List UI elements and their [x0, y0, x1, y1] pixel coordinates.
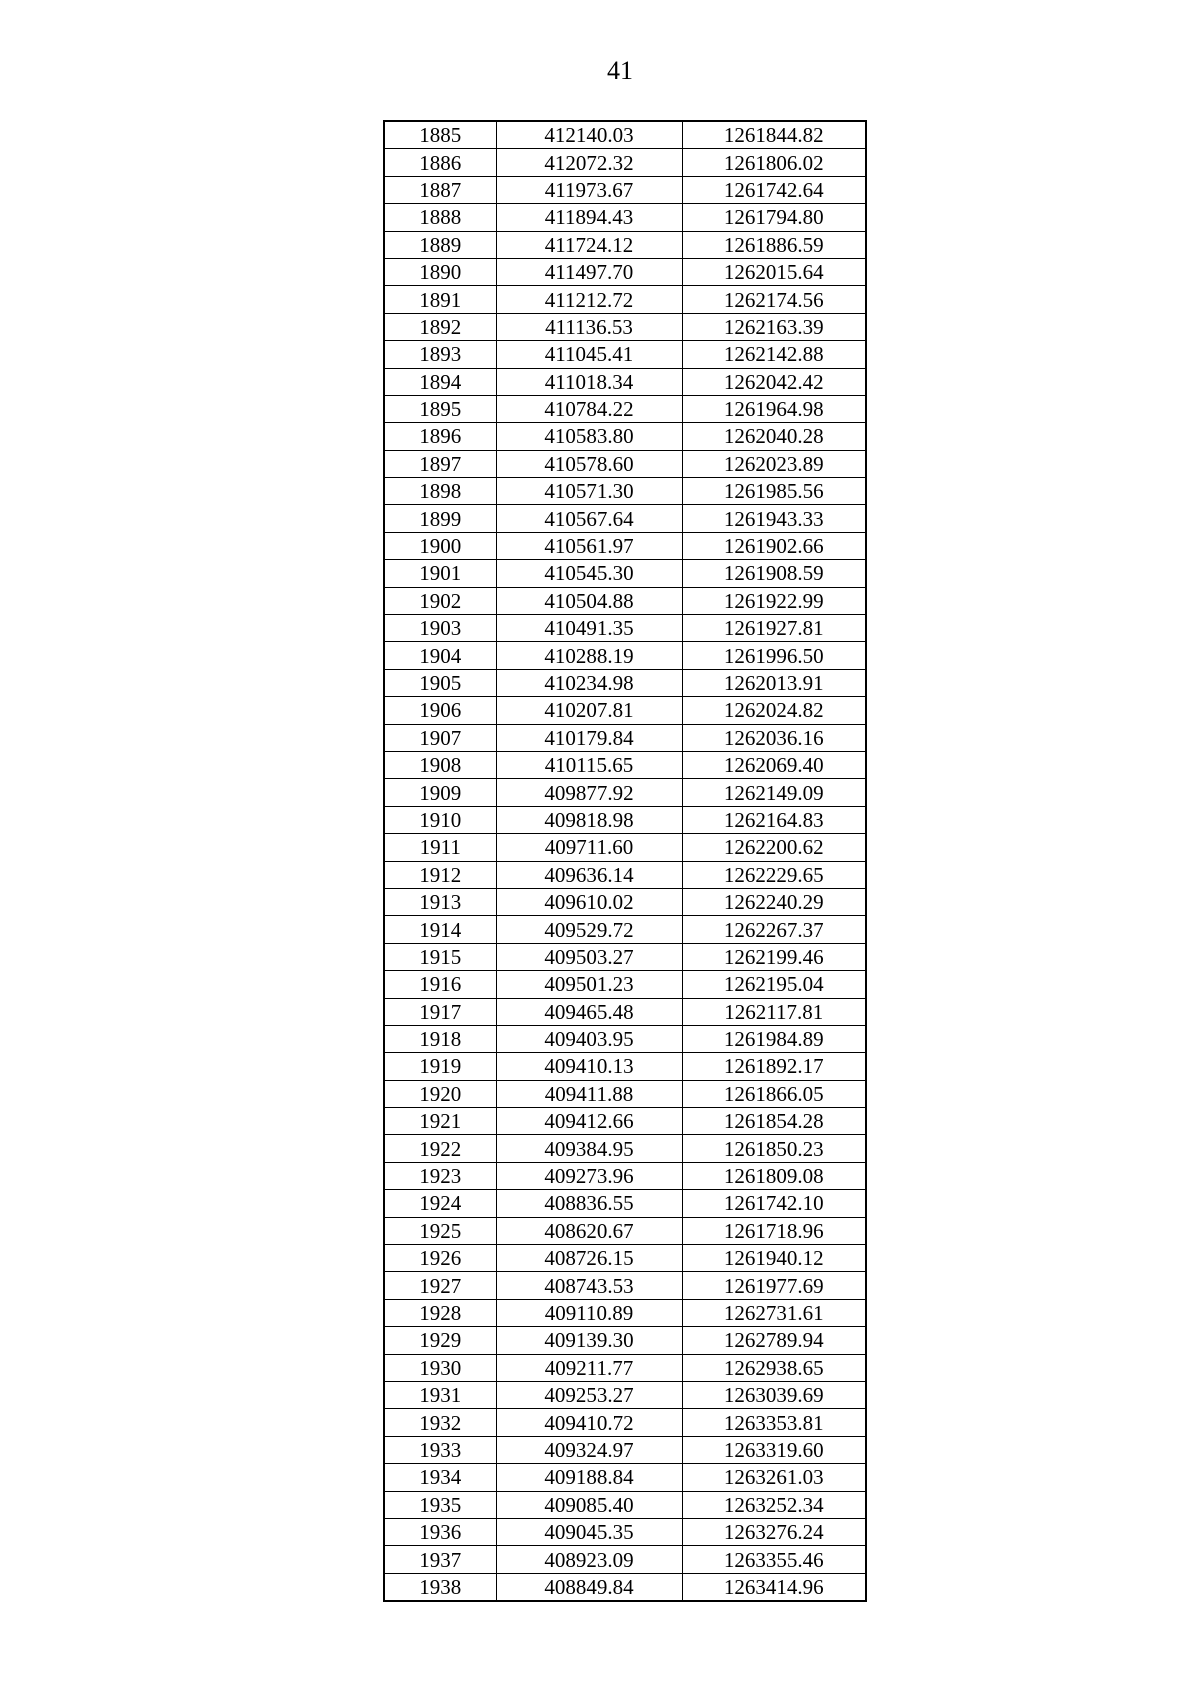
x-coordinate-cell: 410288.19: [496, 642, 682, 669]
table-row: [384, 943, 866, 970]
x-coordinate-cell: 411973.67: [496, 176, 682, 203]
table-row: [384, 1025, 866, 1052]
y-coordinate-cell: 1263414.96: [682, 1573, 866, 1601]
table-row: [384, 1491, 866, 1518]
x-coordinate-cell: 409636.14: [496, 861, 682, 888]
y-coordinate-cell: 1262117.81: [682, 998, 866, 1025]
x-coordinate-cell: 409273.96: [496, 1162, 682, 1189]
table-row: [384, 450, 866, 477]
y-coordinate-cell: 1261943.33: [682, 505, 866, 532]
point-number-cell: 1895: [384, 395, 496, 422]
x-coordinate-cell: 410545.30: [496, 560, 682, 587]
point-number-cell: 1910: [384, 806, 496, 833]
x-coordinate-cell: 409253.27: [496, 1381, 682, 1408]
point-number-cell: 1885: [384, 121, 496, 149]
x-coordinate-cell: 411724.12: [496, 231, 682, 258]
y-coordinate-cell: 1261844.82: [682, 121, 866, 149]
table-row: [384, 642, 866, 669]
x-coordinate-cell: 411045.41: [496, 341, 682, 368]
x-coordinate-cell: 409501.23: [496, 971, 682, 998]
point-number-cell: 1906: [384, 697, 496, 724]
table-row: [384, 1409, 866, 1436]
x-coordinate-cell: 409324.97: [496, 1436, 682, 1463]
y-coordinate-cell: 1261922.99: [682, 587, 866, 614]
y-coordinate-cell: 1261996.50: [682, 642, 866, 669]
point-number-cell: 1922: [384, 1135, 496, 1162]
y-coordinate-cell: 1261794.80: [682, 204, 866, 231]
y-coordinate-cell: 1262229.65: [682, 861, 866, 888]
point-number-cell: 1921: [384, 1108, 496, 1135]
y-coordinate-cell: 1261940.12: [682, 1245, 866, 1272]
table-row: [384, 204, 866, 231]
x-coordinate-cell: 409410.72: [496, 1409, 682, 1436]
x-coordinate-cell: 409045.35: [496, 1518, 682, 1545]
y-coordinate-cell: 1263261.03: [682, 1464, 866, 1491]
x-coordinate-cell: 408743.53: [496, 1272, 682, 1299]
table-row: [384, 1546, 866, 1573]
x-coordinate-cell: 409610.02: [496, 888, 682, 915]
table-row: [384, 1190, 866, 1217]
x-coordinate-cell: 408620.67: [496, 1217, 682, 1244]
x-coordinate-cell: 409877.92: [496, 779, 682, 806]
point-number-cell: 1933: [384, 1436, 496, 1463]
table-row: [384, 368, 866, 395]
y-coordinate-cell: 1262164.83: [682, 806, 866, 833]
point-number-cell: 1925: [384, 1217, 496, 1244]
point-number-cell: 1889: [384, 231, 496, 258]
point-number-cell: 1894: [384, 368, 496, 395]
y-coordinate-cell: 1262036.16: [682, 724, 866, 751]
point-number-cell: 1905: [384, 669, 496, 696]
table-row: [384, 560, 866, 587]
table-row: [384, 1080, 866, 1107]
point-number-cell: 1909: [384, 779, 496, 806]
point-number-cell: 1934: [384, 1464, 496, 1491]
point-number-cell: 1914: [384, 916, 496, 943]
point-number-cell: 1891: [384, 286, 496, 313]
point-number-cell: 1916: [384, 971, 496, 998]
point-number-cell: 1924: [384, 1190, 496, 1217]
point-number-cell: 1904: [384, 642, 496, 669]
table-row: [384, 1436, 866, 1463]
y-coordinate-cell: 1262731.61: [682, 1299, 866, 1326]
y-coordinate-cell: 1261964.98: [682, 395, 866, 422]
x-coordinate-cell: 409139.30: [496, 1327, 682, 1354]
point-number-cell: 1897: [384, 450, 496, 477]
point-number-cell: 1890: [384, 258, 496, 285]
x-coordinate-cell: 411497.70: [496, 258, 682, 285]
y-coordinate-cell: 1262069.40: [682, 751, 866, 778]
point-number-cell: 1938: [384, 1573, 496, 1601]
point-number-cell: 1918: [384, 1025, 496, 1052]
table-row: [384, 998, 866, 1025]
table-row: [384, 286, 866, 313]
table-row: [384, 395, 866, 422]
point-number-cell: 1923: [384, 1162, 496, 1189]
x-coordinate-cell: 410207.81: [496, 697, 682, 724]
table-row: [384, 341, 866, 368]
table-row: [384, 697, 866, 724]
point-number-cell: 1912: [384, 861, 496, 888]
point-number-cell: 1927: [384, 1272, 496, 1299]
y-coordinate-cell: 1261984.89: [682, 1025, 866, 1052]
table-row: [384, 1299, 866, 1326]
x-coordinate-cell: 410491.35: [496, 615, 682, 642]
y-coordinate-cell: 1262199.46: [682, 943, 866, 970]
x-coordinate-cell: 411136.53: [496, 313, 682, 340]
y-coordinate-cell: 1261886.59: [682, 231, 866, 258]
table-row: [384, 1573, 866, 1601]
x-coordinate-cell: 411212.72: [496, 286, 682, 313]
table-row: [384, 1518, 866, 1545]
y-coordinate-cell: 1263319.60: [682, 1436, 866, 1463]
y-coordinate-cell: 1263276.24: [682, 1518, 866, 1545]
y-coordinate-cell: 1262789.94: [682, 1327, 866, 1354]
point-number-cell: 1907: [384, 724, 496, 751]
y-coordinate-cell: 1261908.59: [682, 560, 866, 587]
table-row: [384, 1381, 866, 1408]
table-row: [384, 669, 866, 696]
point-number-cell: 1887: [384, 176, 496, 203]
point-number-cell: 1886: [384, 149, 496, 176]
point-number-cell: 1936: [384, 1518, 496, 1545]
table-row: [384, 888, 866, 915]
table-row: [384, 313, 866, 340]
point-number-cell: 1919: [384, 1053, 496, 1080]
x-coordinate-cell: 410115.65: [496, 751, 682, 778]
y-coordinate-cell: 1261742.64: [682, 176, 866, 203]
point-number-cell: 1902: [384, 587, 496, 614]
table-row: [384, 587, 866, 614]
x-coordinate-cell: 409412.66: [496, 1108, 682, 1135]
table-row: [384, 1464, 866, 1491]
table-row: [384, 1327, 866, 1354]
y-coordinate-cell: 1262267.37: [682, 916, 866, 943]
x-coordinate-cell: 410567.64: [496, 505, 682, 532]
x-coordinate-cell: 410234.98: [496, 669, 682, 696]
y-coordinate-cell: 1262042.42: [682, 368, 866, 395]
table-row: [384, 724, 866, 751]
point-number-cell: 1900: [384, 532, 496, 559]
table-row: [384, 532, 866, 559]
table-row: [384, 1053, 866, 1080]
x-coordinate-cell: 409711.60: [496, 834, 682, 861]
table-row: [384, 1135, 866, 1162]
y-coordinate-cell: 1261866.05: [682, 1080, 866, 1107]
point-number-cell: 1928: [384, 1299, 496, 1326]
table-row: [384, 149, 866, 176]
table-row: [384, 1354, 866, 1381]
x-coordinate-cell: 409188.84: [496, 1464, 682, 1491]
point-number-cell: 1930: [384, 1354, 496, 1381]
x-coordinate-cell: 410561.97: [496, 532, 682, 559]
x-coordinate-cell: 408923.09: [496, 1546, 682, 1573]
x-coordinate-cell: 411018.34: [496, 368, 682, 395]
point-number-cell: 1911: [384, 834, 496, 861]
point-number-cell: 1903: [384, 615, 496, 642]
table-row: [384, 971, 866, 998]
x-coordinate-cell: 409384.95: [496, 1135, 682, 1162]
table-row: [384, 505, 866, 532]
table-row: [384, 751, 866, 778]
y-coordinate-cell: 1263353.81: [682, 1409, 866, 1436]
y-coordinate-cell: 1262142.88: [682, 341, 866, 368]
table-row: [384, 779, 866, 806]
y-coordinate-cell: 1261985.56: [682, 478, 866, 505]
x-coordinate-cell: 410179.84: [496, 724, 682, 751]
x-coordinate-cell: 410571.30: [496, 478, 682, 505]
x-coordinate-cell: 409110.89: [496, 1299, 682, 1326]
y-coordinate-cell: 1262240.29: [682, 888, 866, 915]
table-row: [384, 806, 866, 833]
y-coordinate-cell: 1261809.08: [682, 1162, 866, 1189]
x-coordinate-cell: 410578.60: [496, 450, 682, 477]
table-row: [384, 423, 866, 450]
table-row: [384, 916, 866, 943]
point-number-cell: 1901: [384, 560, 496, 587]
y-coordinate-cell: 1262015.64: [682, 258, 866, 285]
table-row: [384, 478, 866, 505]
table-row: [384, 1272, 866, 1299]
x-coordinate-cell: 409403.95: [496, 1025, 682, 1052]
y-coordinate-cell: 1263252.34: [682, 1491, 866, 1518]
point-number-cell: 1908: [384, 751, 496, 778]
table-row: [384, 258, 866, 285]
point-number-cell: 1935: [384, 1491, 496, 1518]
table-row: [384, 861, 866, 888]
y-coordinate-cell: 1261850.23: [682, 1135, 866, 1162]
point-number-cell: 1915: [384, 943, 496, 970]
table-row: [384, 231, 866, 258]
y-coordinate-cell: 1261977.69: [682, 1272, 866, 1299]
x-coordinate-cell: 412140.03: [496, 121, 682, 149]
point-number-cell: 1898: [384, 478, 496, 505]
y-coordinate-cell: 1262195.04: [682, 971, 866, 998]
x-coordinate-cell: 410784.22: [496, 395, 682, 422]
x-coordinate-cell: 409410.13: [496, 1053, 682, 1080]
x-coordinate-cell: 409503.27: [496, 943, 682, 970]
table-row: [384, 615, 866, 642]
table-row: [384, 1108, 866, 1135]
point-number-cell: 1917: [384, 998, 496, 1025]
table-row: [384, 1245, 866, 1272]
x-coordinate-cell: 409465.48: [496, 998, 682, 1025]
point-number-cell: 1896: [384, 423, 496, 450]
page-number: 41: [607, 56, 633, 85]
point-number-cell: 1888: [384, 204, 496, 231]
y-coordinate-cell: 1262200.62: [682, 834, 866, 861]
table-row: [384, 1162, 866, 1189]
point-number-cell: 1920: [384, 1080, 496, 1107]
point-number-cell: 1932: [384, 1409, 496, 1436]
x-coordinate-cell: 408849.84: [496, 1573, 682, 1601]
x-coordinate-cell: 409818.98: [496, 806, 682, 833]
y-coordinate-cell: 1262024.82: [682, 697, 866, 724]
x-coordinate-cell: 409529.72: [496, 916, 682, 943]
y-coordinate-cell: 1261742.10: [682, 1190, 866, 1217]
x-coordinate-cell: 410583.80: [496, 423, 682, 450]
table-row: [384, 176, 866, 203]
y-coordinate-cell: 1262938.65: [682, 1354, 866, 1381]
y-coordinate-cell: 1261806.02: [682, 149, 866, 176]
y-coordinate-cell: 1262013.91: [682, 669, 866, 696]
point-number-cell: 1893: [384, 341, 496, 368]
x-coordinate-cell: 412072.32: [496, 149, 682, 176]
point-number-cell: 1913: [384, 888, 496, 915]
coordinates-table: [383, 120, 867, 1602]
y-coordinate-cell: 1261854.28: [682, 1108, 866, 1135]
y-coordinate-cell: 1262149.09: [682, 779, 866, 806]
x-coordinate-cell: 409411.88: [496, 1080, 682, 1107]
y-coordinate-cell: 1262163.39: [682, 313, 866, 340]
y-coordinate-cell: 1261718.96: [682, 1217, 866, 1244]
y-coordinate-cell: 1261902.66: [682, 532, 866, 559]
y-coordinate-cell: 1262040.28: [682, 423, 866, 450]
x-coordinate-cell: 411894.43: [496, 204, 682, 231]
x-coordinate-cell: 408836.55: [496, 1190, 682, 1217]
x-coordinate-cell: 409085.40: [496, 1491, 682, 1518]
y-coordinate-cell: 1262174.56: [682, 286, 866, 313]
y-coordinate-cell: 1261892.17: [682, 1053, 866, 1080]
x-coordinate-cell: 408726.15: [496, 1245, 682, 1272]
point-number-cell: 1926: [384, 1245, 496, 1272]
coordinates-table-body: [384, 121, 866, 1601]
x-coordinate-cell: 409211.77: [496, 1354, 682, 1381]
x-coordinate-cell: 410504.88: [496, 587, 682, 614]
table-row: [384, 1217, 866, 1244]
table-row: [384, 834, 866, 861]
point-number-cell: 1937: [384, 1546, 496, 1573]
y-coordinate-cell: 1261927.81: [682, 615, 866, 642]
point-number-cell: 1929: [384, 1327, 496, 1354]
point-number-cell: 1892: [384, 313, 496, 340]
point-number-cell: 1899: [384, 505, 496, 532]
point-number-cell: 1931: [384, 1381, 496, 1408]
y-coordinate-cell: 1263039.69: [682, 1381, 866, 1408]
y-coordinate-cell: 1262023.89: [682, 450, 866, 477]
table-row: [384, 121, 866, 149]
y-coordinate-cell: 1263355.46: [682, 1546, 866, 1573]
